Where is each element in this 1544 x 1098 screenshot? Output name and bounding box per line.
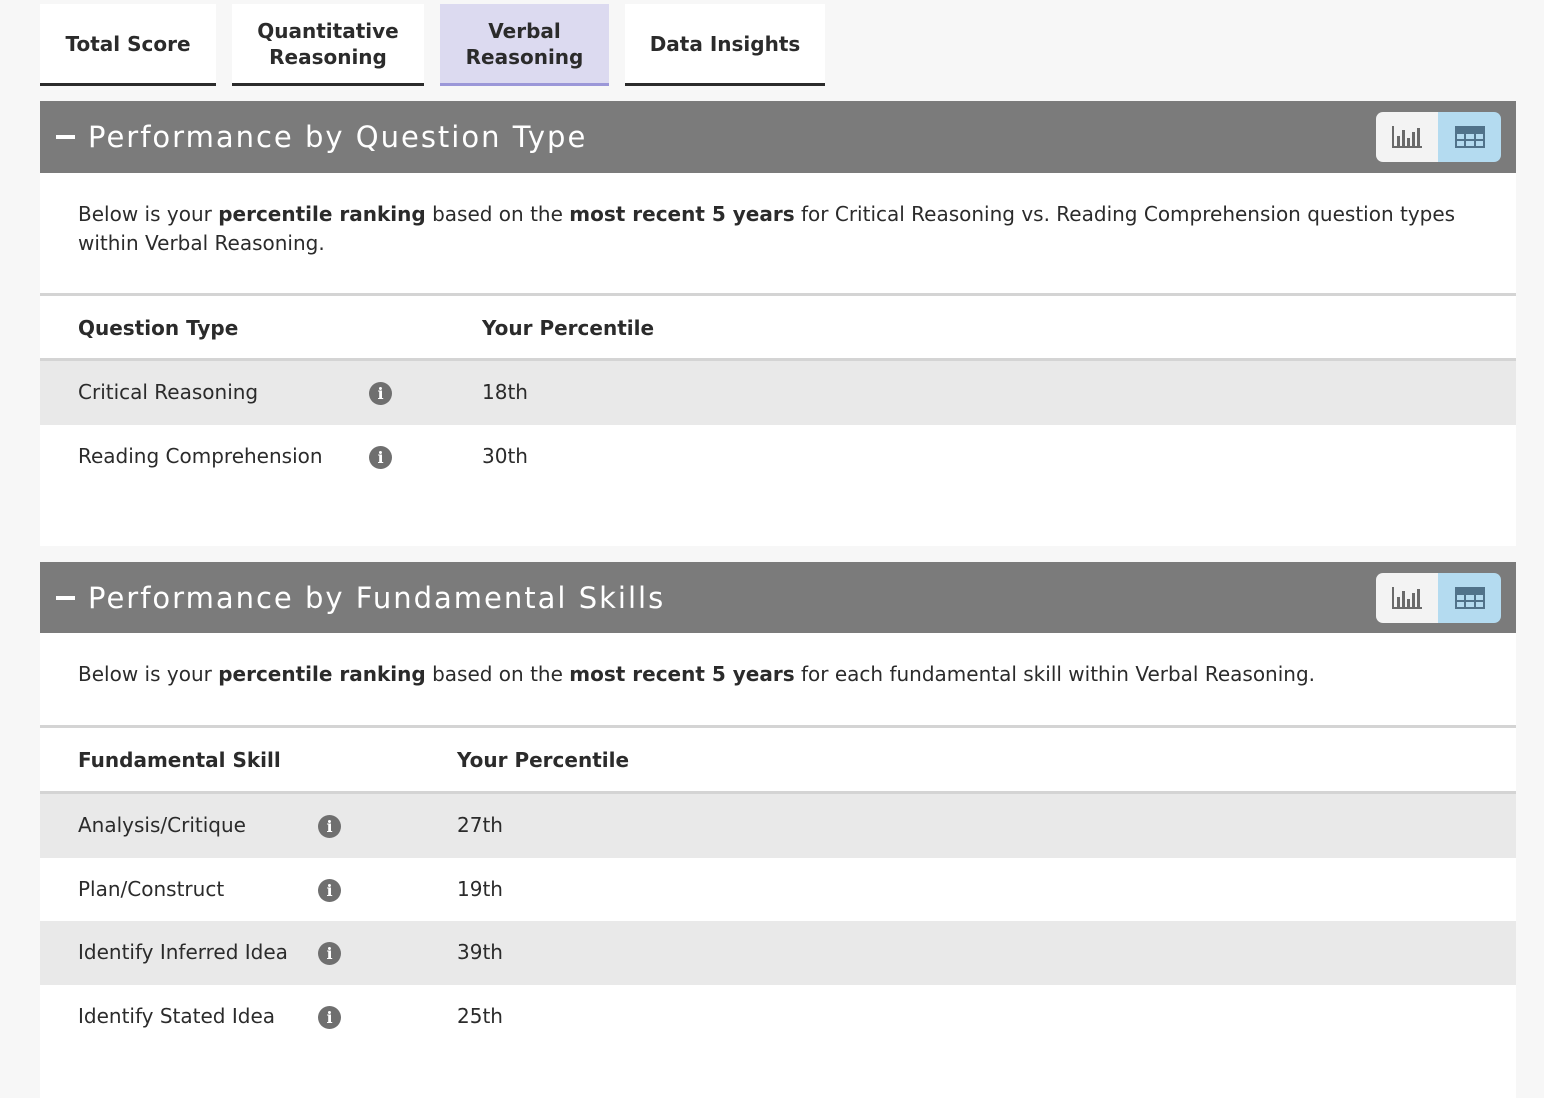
tab-label: Data Insights: [649, 31, 801, 56]
table-header-row: [40, 296, 1516, 360]
tab-label: Verbal Reasoning: [465, 18, 584, 69]
info-icon[interactable]: i: [318, 1006, 341, 1029]
info-icon[interactable]: i: [318, 942, 341, 965]
table-view-button[interactable]: [1438, 573, 1501, 623]
tab-verbal-reasoning[interactable]: [440, 4, 609, 86]
info-icon[interactable]: i: [318, 879, 341, 902]
percentile-value: 18th: [482, 380, 528, 404]
column-header-percentile: Your Percentile: [482, 316, 655, 340]
percentile-value: 39th: [457, 940, 503, 964]
skill-name: Identify Inferred Idea: [78, 940, 288, 964]
collapse-button[interactable]: [56, 127, 76, 147]
section-description: Below is your percentile ranking based on the most recent 5 years for each fundamental skill within Verbal Reasoning.: [78, 662, 1316, 686]
tab-label: Quantitative Reasoning: [257, 18, 399, 69]
bar-chart-icon: [1392, 587, 1422, 609]
tab-quantitative-reasoning[interactable]: [232, 4, 424, 86]
tab-data-insights[interactable]: [625, 4, 825, 86]
table-view-button[interactable]: [1438, 112, 1501, 162]
percentile-value: 19th: [457, 877, 503, 901]
chart-view-button[interactable]: [1376, 573, 1438, 623]
minus-icon: [56, 135, 75, 139]
percentile-value: 30th: [482, 444, 528, 468]
section-description: Below is your percentile ranking based on the most recent 5 years for Critical Reasoning vs. Reading Comprehension question types within Verbal Reasoning.: [78, 202, 1456, 255]
section-title: Performance by Question Type: [88, 120, 588, 154]
info-icon[interactable]: i: [318, 815, 341, 838]
section-header: [40, 562, 1516, 633]
tab-total-score[interactable]: [40, 4, 216, 86]
table-row: [40, 985, 1516, 1049]
collapse-button[interactable]: [56, 588, 76, 608]
fundamental-skills-section: [40, 562, 1516, 1098]
question-type-name: Reading Comprehension: [78, 444, 323, 468]
section-header: [40, 101, 1516, 173]
score-tabs: [40, 4, 825, 86]
table-row: [40, 858, 1516, 922]
column-header-question-type: Question Type: [78, 316, 239, 340]
tab-label: Total Score: [65, 31, 191, 56]
table-row: [40, 921, 1516, 985]
skill-name: Analysis/Critique: [78, 813, 246, 837]
skill-name: Identify Stated Idea: [78, 1004, 276, 1028]
table-row: [40, 794, 1516, 858]
question-type-name: Critical Reasoning: [78, 380, 259, 404]
table-row: [40, 361, 1516, 425]
percentile-value: 25th: [457, 1004, 503, 1028]
skill-name: Plan/Construct: [78, 877, 225, 901]
column-header-fundamental-skill: Fundamental Skill: [78, 748, 281, 772]
table-header-row: [40, 728, 1516, 792]
percentile-value: 27th: [457, 813, 503, 837]
minus-icon: [56, 596, 75, 600]
column-header-percentile: Your Percentile: [457, 748, 630, 772]
table-row: [40, 425, 1516, 489]
info-icon[interactable]: i: [369, 382, 392, 405]
table-grid-icon: [1455, 126, 1485, 148]
info-icon[interactable]: i: [369, 446, 392, 469]
chart-view-button[interactable]: [1376, 112, 1438, 162]
table-grid-icon: [1455, 587, 1485, 609]
question-type-section: [40, 101, 1516, 546]
bar-chart-icon: [1392, 126, 1422, 148]
view-toggle: [1376, 112, 1501, 162]
section-title: Performance by Fundamental Skills: [88, 581, 666, 615]
view-toggle: [1376, 573, 1501, 623]
